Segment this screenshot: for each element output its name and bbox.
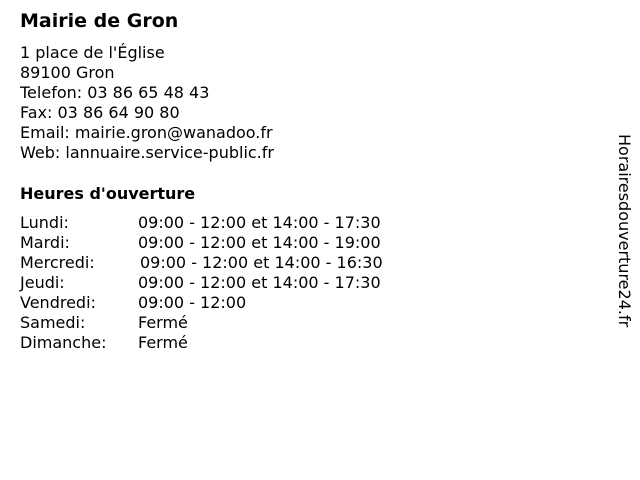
day-hours: Fermé (138, 333, 188, 352)
day-label: Jeudi: (20, 273, 65, 292)
email-line (20, 123, 274, 143)
side-watermark: Horairesdouverture24.fr (615, 134, 634, 328)
web-line (20, 143, 274, 163)
fax-label: Fax: (20, 103, 53, 122)
day-label: Mardi: (20, 233, 70, 252)
fax-line (20, 103, 274, 123)
hours-heading: Heures d'ouverture (20, 184, 196, 203)
phone-label: Telefon: (20, 83, 83, 102)
day-label: Vendredi: (20, 293, 96, 312)
address-street: 1 place de l'Église (20, 43, 165, 62)
email-link[interactable]: mairie.gron@wanadoo.fr (74, 123, 273, 142)
day-label: Mercredi: (20, 253, 95, 272)
day-hours: Fermé (138, 313, 188, 332)
day-label: Lundi: (20, 213, 69, 232)
phone-line (20, 83, 274, 103)
day-hours: 09:00 - 12:00 et 14:00 - 17:30 (138, 213, 381, 232)
email-label: Email: (20, 123, 70, 142)
phone-number[interactable]: 03 86 65 48 43 (87, 83, 210, 102)
day-hours: 09:00 - 12:00 et 14:00 - 16:30 (140, 253, 383, 272)
day-label: Dimanche: (20, 333, 107, 352)
contact-block (20, 43, 274, 163)
day-hours: 09:00 - 12:00 (138, 293, 247, 312)
page-title: Mairie de Gron (20, 10, 179, 32)
address-city: 89100 Gron (20, 63, 115, 82)
day-hours: 09:00 - 12:00 et 14:00 - 19:00 (138, 233, 381, 252)
web-link[interactable]: lannuaire.service-public.fr (65, 143, 274, 162)
day-label: Samedi: (20, 313, 86, 332)
web-label: Web: (20, 143, 61, 162)
day-hours: 09:00 - 12:00 et 14:00 - 17:30 (138, 273, 381, 292)
fax-number: 03 86 64 90 80 (57, 103, 180, 122)
